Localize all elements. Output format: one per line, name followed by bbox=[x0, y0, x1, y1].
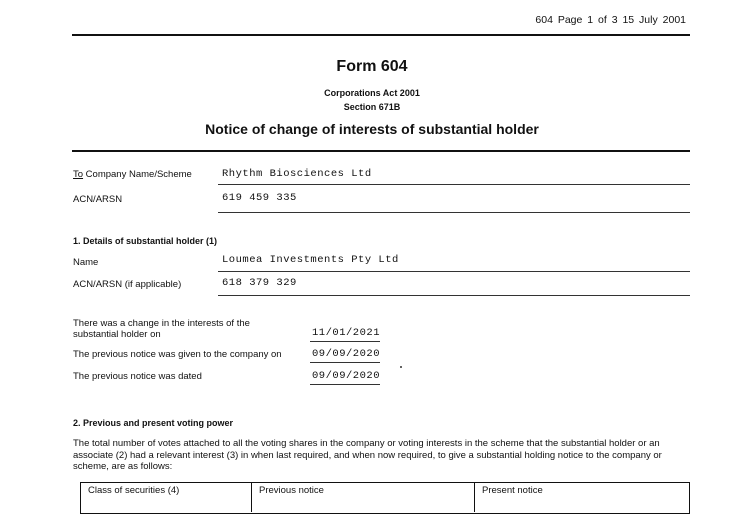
holder-acn-line bbox=[218, 295, 690, 296]
change-date-line bbox=[310, 341, 380, 342]
company-name-label bbox=[73, 169, 192, 180]
change-date-label-2: substantial holder on bbox=[73, 329, 161, 340]
prev-dated-label: The previous notice was dated bbox=[73, 371, 202, 382]
table-header-previous: Previous notice bbox=[259, 485, 324, 496]
heading-rule bbox=[72, 150, 690, 152]
change-date-label-1: There was a change in the interests of the bbox=[73, 318, 250, 329]
form-title: Form 604 bbox=[336, 58, 408, 75]
company-name-line bbox=[218, 184, 690, 185]
change-date-value: 11/01/2021 bbox=[312, 327, 381, 339]
company-acn-value: 619 459 335 bbox=[222, 192, 297, 204]
prev-given-line bbox=[310, 362, 380, 363]
top-rule bbox=[72, 34, 690, 36]
section2-paragraph: The total number of votes attached to all the voting shares in the company or voting interests in the scheme that the substantial holder or an associate (2) had a relevant interest (3) in when last required, and when now required, to give a substantial holding notice to the company or scheme, are as follows: bbox=[73, 438, 662, 472]
table-header-present: Present notice bbox=[482, 485, 543, 496]
holder-acn-value: 618 379 329 bbox=[222, 277, 297, 289]
holder-name-line bbox=[218, 271, 690, 272]
company-acn-label: ACN/ARSN bbox=[73, 194, 123, 205]
table-header-class: Class of securities (4) bbox=[88, 485, 180, 496]
notice-heading: Notice of change of interests of substantial holder bbox=[205, 121, 539, 137]
section-ref: Section 671B bbox=[343, 102, 401, 112]
prev-given-date: 09/09/2020 bbox=[312, 348, 381, 360]
holder-acn-label: ACN/ARSN (if applicable) bbox=[73, 279, 182, 290]
section1-heading: 1. Details of substantial holder (1) bbox=[73, 236, 218, 246]
company-name-label-text: Company Name/Scheme bbox=[83, 169, 192, 180]
prev-dated-line bbox=[310, 384, 380, 385]
holder-name-value: Loumea Investments Pty Ltd bbox=[222, 254, 399, 266]
page-header: 604 Page 1 of 3 15 July 2001 bbox=[535, 14, 686, 26]
to-prefix: To bbox=[73, 169, 84, 180]
act-name: Corporations Act 2001 bbox=[324, 88, 420, 98]
table-divider-1 bbox=[251, 482, 252, 512]
company-acn-line bbox=[218, 212, 690, 213]
company-name-value: Rhythm Biosciences Ltd bbox=[222, 168, 372, 180]
section2-heading: 2. Previous and present voting power bbox=[73, 418, 234, 428]
prev-given-label: The previous notice was given to the company on bbox=[73, 349, 282, 360]
prev-dated-date: 09/09/2020 bbox=[312, 370, 381, 382]
table-divider-2 bbox=[474, 482, 475, 512]
scan-speck bbox=[400, 366, 402, 368]
holder-name-label: Name bbox=[73, 257, 99, 268]
